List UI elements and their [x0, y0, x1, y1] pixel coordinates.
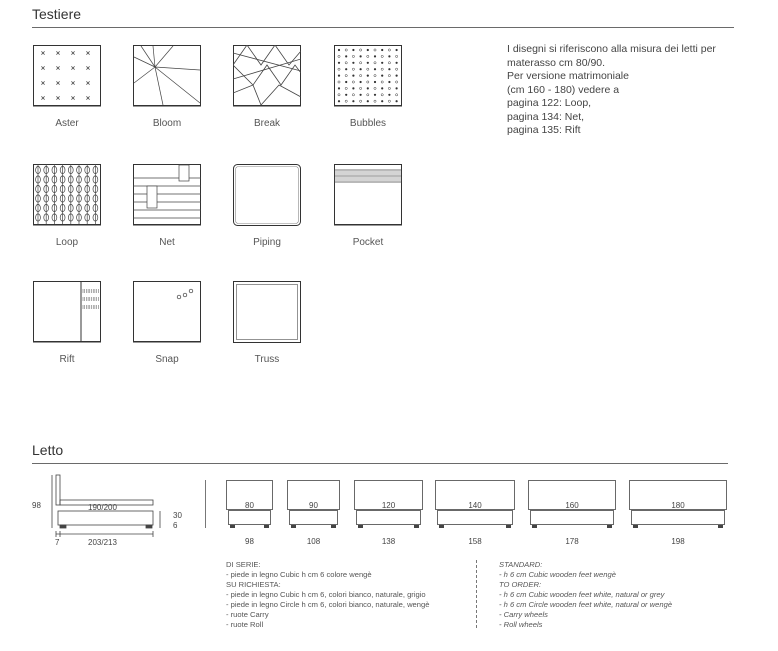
- headboard-net[interactable]: [133, 164, 201, 248]
- bed-length-label: 203/213: [88, 538, 117, 547]
- note-line: I disegni si riferiscono alla misura dei letti per: [507, 43, 716, 55]
- option-line: TO ORDER:: [499, 580, 542, 589]
- note-line: (cm 160 - 180) vedere a: [507, 83, 620, 96]
- bubbles-pattern-icon: [334, 45, 402, 113]
- bed-size-90[interactable]: [287, 480, 340, 546]
- option-line: SU RICHIESTA:: [226, 580, 281, 589]
- options-english: [499, 560, 672, 630]
- headboards-divider: [32, 27, 734, 28]
- note-line: Per versione matrimoniale: [507, 70, 629, 82]
- headboard-truss[interactable]: [233, 281, 301, 365]
- headboards-note: [507, 43, 747, 138]
- bed-width-label: 198: [671, 537, 685, 546]
- feet-height-label: 6: [173, 521, 178, 530]
- option-line: STANDARD:: [499, 560, 543, 569]
- bed-size-80[interactable]: [226, 480, 273, 546]
- mattress-width-label: 90: [309, 501, 318, 510]
- option-line: - h 6 cm Cubic wooden feet white, natural or grey: [499, 590, 665, 599]
- break-pattern-icon: [233, 45, 301, 113]
- bed-width-label: 178: [565, 537, 579, 546]
- headboard-label: Bloom: [152, 118, 182, 129]
- bed-height-label: 98: [32, 501, 41, 510]
- option-line: - h 6 cm Circle wooden feet white, natural or wengè: [499, 600, 673, 609]
- headboard-label: Snap: [155, 354, 179, 365]
- note-line: pagina 122: Loop,: [507, 97, 592, 109]
- mattress-width-label: 120: [381, 501, 396, 510]
- bed-width-label: 138: [381, 537, 396, 546]
- bed-divider: [32, 463, 728, 464]
- bed-size-140[interactable]: [435, 480, 515, 546]
- vertical-divider: [205, 480, 206, 528]
- bed-width-label: 158: [468, 537, 482, 546]
- bed-width-label: 98: [245, 537, 254, 546]
- headboards-title: Testiere: [32, 6, 82, 22]
- bed-size-160[interactable]: [528, 480, 616, 546]
- option-line: - Carry wheels: [499, 610, 548, 619]
- headboard-label: Truss: [254, 354, 280, 365]
- headboard-break[interactable]: [233, 45, 301, 129]
- mattress-width-label: 140: [468, 501, 482, 510]
- headboard-label: Piping: [253, 237, 281, 248]
- headboard-label: Loop: [55, 237, 79, 248]
- option-line: - piede in legno Circle h cm 6, colori bianco, naturale, wengè: [226, 600, 430, 609]
- bed-title: Letto: [32, 442, 64, 458]
- option-line: DI SERIE:: [226, 560, 261, 569]
- option-line: - piede in legno Cubic h cm 6 colore wengè: [226, 570, 372, 579]
- pocket-pattern-icon: [334, 164, 402, 232]
- options-italian: [226, 560, 429, 630]
- front-offset-label: 7: [55, 538, 60, 547]
- headboard-loop[interactable]: [33, 164, 101, 248]
- headboard-aster[interactable]: [33, 45, 101, 129]
- piping-pattern-icon: [233, 164, 301, 232]
- headboard-label: Break: [253, 118, 281, 129]
- headboard-bloom[interactable]: [133, 45, 201, 129]
- mattress-width-label: 80: [245, 501, 254, 510]
- truss-pattern-icon: [233, 281, 301, 349]
- net-pattern-icon: [133, 164, 201, 232]
- aster-pattern-icon: [33, 45, 101, 113]
- headboard-label: Net: [159, 237, 175, 248]
- option-line: - Roll wheels: [499, 620, 543, 629]
- bed-size-120[interactable]: [354, 480, 423, 546]
- headboard-label: Bubbles: [349, 118, 387, 129]
- headboard-snap[interactable]: [133, 281, 201, 365]
- mattress-width-label: 160: [565, 501, 579, 510]
- option-line: - ruote Carry: [226, 610, 269, 619]
- snap-pattern-icon: [133, 281, 201, 349]
- headboard-label: Pocket: [352, 237, 384, 248]
- headboard-bubbles[interactable]: [334, 45, 402, 129]
- option-line: - piede in legno Cubic h cm 6, colori bianco, naturale, grigio: [226, 590, 426, 599]
- options-separator: [476, 560, 477, 628]
- option-line: - ruote Roll: [226, 620, 264, 629]
- option-line: - h 6 cm Cubic wooden feet wengè: [499, 570, 616, 579]
- note-line: pagina 134: Net,: [507, 110, 585, 123]
- mattress-length-label: 190/200: [88, 503, 117, 512]
- bed-width-label: 108: [306, 537, 321, 546]
- headboard-pocket[interactable]: [334, 164, 402, 248]
- rift-pattern-icon: [33, 281, 101, 349]
- loop-pattern-icon: [33, 164, 101, 232]
- headboard-label: Aster: [55, 118, 79, 129]
- frame-height-label: 30: [173, 511, 182, 520]
- headboard-piping[interactable]: [233, 164, 301, 248]
- note-line: pagina 135: Rift: [507, 124, 581, 136]
- bed-size-180[interactable]: [629, 480, 727, 546]
- mattress-width-label: 180: [671, 501, 685, 510]
- note-line: materasso cm 80/90.: [507, 56, 606, 69]
- bloom-pattern-icon: [133, 45, 201, 113]
- headboard-label: Rift: [59, 354, 75, 365]
- headboard-rift[interactable]: [33, 281, 101, 365]
